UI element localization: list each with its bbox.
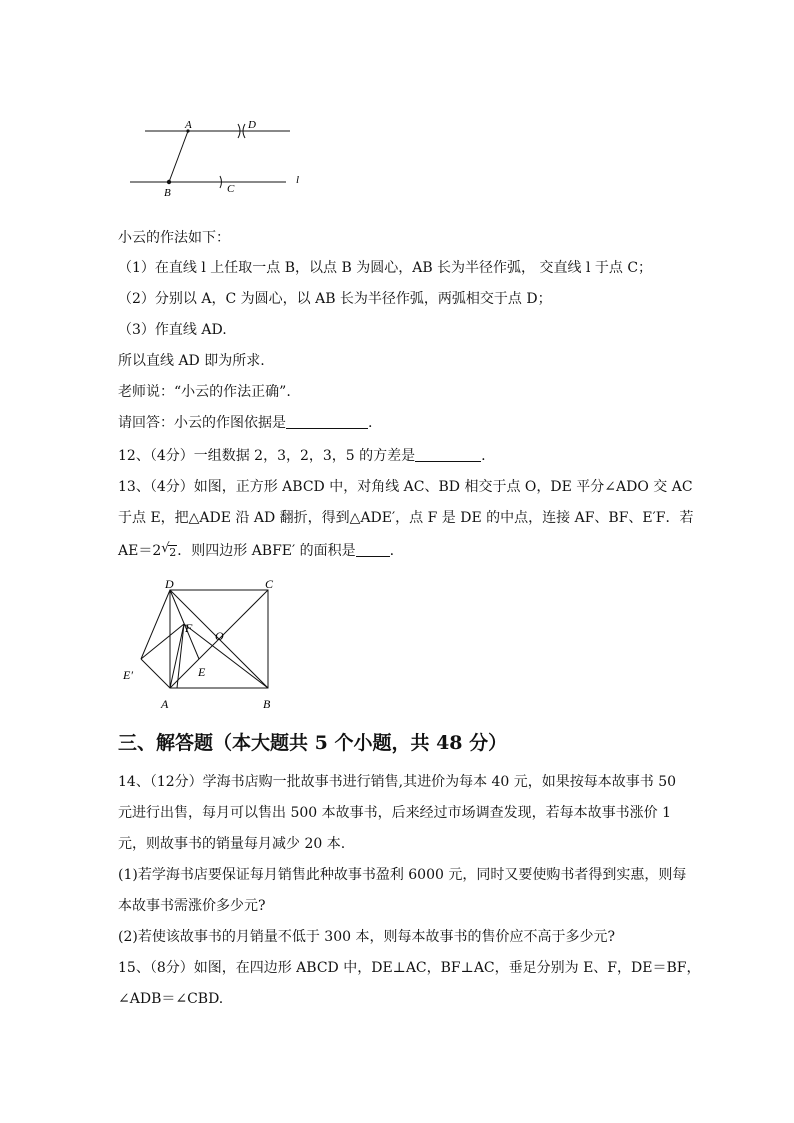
construction-figure [118,110,318,202]
sqrt-symbol: √ 2 [161,541,177,559]
question-14-part1-cont: 本故事书需涨价多少元? [118,898,266,914]
question-14-line3: 元，则故事书的销量每月减少 20 本. [118,836,346,852]
prompt-end: . [368,415,373,431]
conclusion: 所以直线 AD 即为所求. [118,353,265,369]
square-figure [118,580,293,713]
q13-end: . [389,543,395,559]
label-a2: A [161,697,169,711]
label-d2: D [165,580,174,591]
q12-end: . [481,448,486,464]
step-1: （1）在直线 l 上任取一点 B，以点 B 为圆心，AB 长为半径作弧， 交直线 l 于点 C； [118,260,653,276]
label-e-prime: E′ [123,668,133,682]
question-15-line2: ∠ADB＝∠CBD. [118,991,224,1007]
question-13-line3 [118,541,394,563]
label-c2: C [265,580,274,591]
question-prompt-text: 请回答：小云的作图依据是 [118,415,286,431]
question-12-text: 12、（4分）一组数据 2，3，2，3，5 的方差是 [118,448,416,464]
answer-blank-12 [415,447,481,462]
step-2: （2）分别以 A，C 为圆心，以 AB 长为半径作弧，两弧相交于点 D； [118,291,552,307]
label-d: D [248,119,256,131]
question-12 [118,446,486,466]
question-prompt [118,413,372,433]
label-b: B [164,187,171,199]
question-14-line2: 元进行出售，每月可以售出 500 本故事书，后来经过市场调查发现，若每本故事书涨价 1 [118,805,671,821]
section-3-heading: 三、解答题（本大题共 5 个小题，共 48 分） [118,732,508,754]
question-14-part1: (1)若学海书店要保证每月销售此种故事书盈利 6000 元，同时又要使购书者得到实惠，则每 [118,867,687,883]
question-14-line1: 14、（12分）学海书店购一批故事书进行销售,其进价为每本 40 元，如果按每本故事书 50 [118,774,677,790]
sqrt-radicand: 2 [169,546,177,559]
answer-blank [286,414,368,429]
label-b2: B [263,697,271,711]
label-f: F [185,621,193,635]
label-o: O [215,629,224,643]
question-13-line1: 13、（4分）如图，正方形 ABCD 中，对角线 AC、BD 相交于点 O，DE 平分∠ADO 交 AC [118,479,693,495]
label-c: C [227,183,235,195]
question-13-line2: 于点 E，把△ADE 沿 AD 翻折，得到△ADE′，点 F 是 DE 的中点，连接 AF、BF、E′F．若 [118,510,694,526]
q13-expr: AE＝2 [118,543,162,559]
question-15-line1: 15、（8分）如图，在四边形 ABCD 中，DE⊥AC，BF⊥AC，垂足分别为 E、F，DE＝BF， [118,960,701,976]
label-e: E [198,665,206,679]
step-3: （3）作直线 AD. [118,322,227,338]
question-14-part2: (2)若使该故事书的月销量不低于 300 本，则每本故事书的售价应不高于多少元? [118,929,615,945]
teacher-comment: 老师说：“小云的作法正确”. [118,384,291,400]
paragraph-1: 小云的作法如下： [118,230,230,246]
q13-ask: ．则四边形 ABFE′ 的面积是 [177,543,356,559]
label-a: A [185,119,192,131]
answer-blank-13 [356,542,390,557]
label-l: l [296,174,300,186]
